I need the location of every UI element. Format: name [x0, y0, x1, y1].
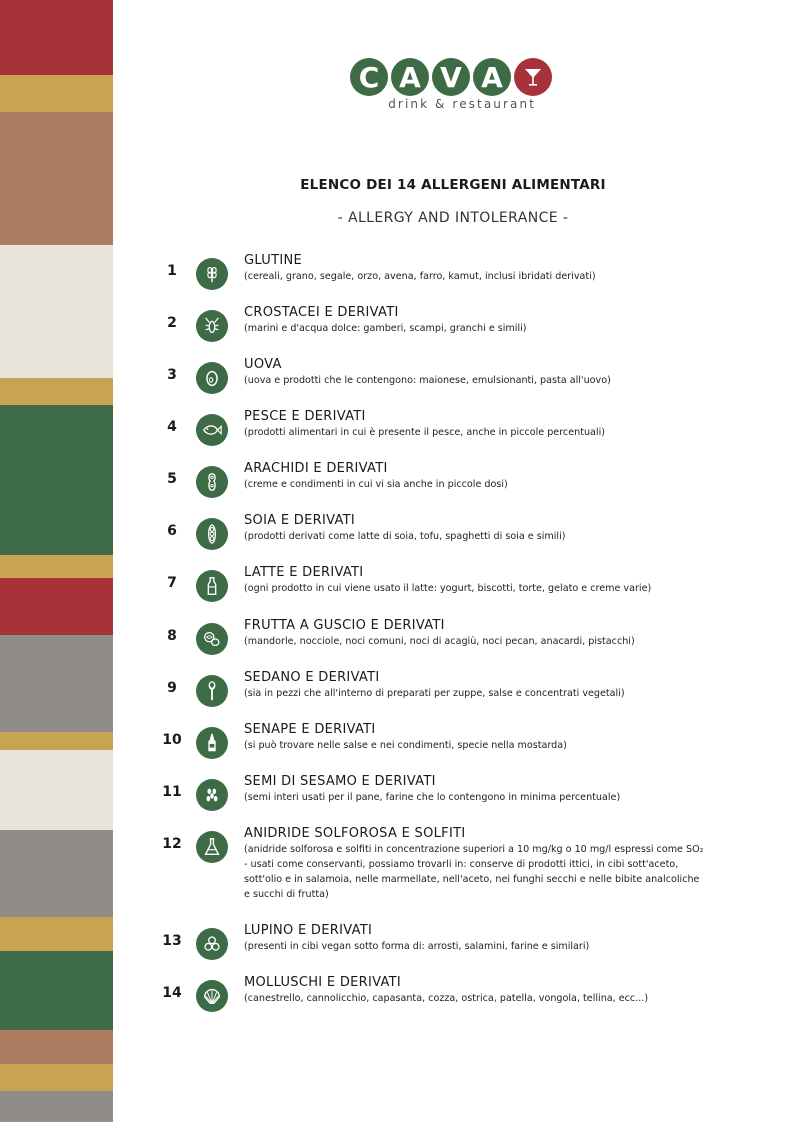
allergen-name: SOIA E DERIVATI — [244, 513, 356, 528]
allergen-name: SENAPE E DERIVATI — [244, 722, 376, 737]
egg-icon — [196, 362, 228, 394]
allergen-number: 1 — [167, 263, 177, 279]
logo-letter: V — [432, 58, 470, 96]
sesame-icon — [196, 779, 228, 811]
allergen-description: (cereali, grano, segale, orzo, avena, farro, kamut, inclusi ibridati derivati) — [244, 271, 596, 282]
allergen-name: SEMI DI SESAMO E DERIVATI — [244, 774, 436, 789]
allergen-number: 2 — [167, 315, 177, 331]
wheat-icon — [196, 258, 228, 290]
allergen-name: CROSTACEI E DERIVATI — [244, 305, 399, 320]
fish-icon — [196, 414, 228, 446]
allergen-description: (mandorle, nocciole, noci comuni, noci di acagiù, noci pecan, anacardi, pistacchi) — [244, 636, 635, 647]
allergen-number: 13 — [162, 933, 182, 949]
brand-logo — [350, 58, 560, 118]
milk-bottle-icon — [196, 570, 228, 602]
allergen-description: (presenti in cibi vegan sotto forma di: arrosti, salamini, farine e similari) — [244, 941, 590, 952]
allergen-number: 11 — [162, 784, 182, 800]
logo-letter: C — [350, 58, 388, 96]
allergen-name: FRUTTA A GUSCIO E DERIVATI — [244, 618, 445, 633]
logo-letter: A — [391, 58, 429, 96]
allergen-number: 4 — [167, 419, 177, 435]
allergen-description: (sia in pezzi che all'interno di preparati per zuppe, salse e concentrati vegetali) — [244, 688, 625, 699]
allergen-description: (semi interi usati per il pane, farine che lo contengono in minima percentuale) — [244, 792, 621, 803]
soy-icon — [196, 518, 228, 550]
celery-icon — [196, 675, 228, 707]
allergen-number: 5 — [167, 471, 177, 487]
allergen-description: (canestrello, cannolicchio, capasanta, cozza, ostrica, patella, vongola, tellina, ecc...) — [244, 993, 649, 1004]
allergen-number: 6 — [167, 523, 177, 539]
page-subtitle: - ALLERGY AND INTOLERANCE - — [337, 210, 569, 226]
allergen-name: GLUTINE — [244, 253, 302, 268]
allergen-name: LATTE E DERIVATI — [244, 565, 364, 580]
brand-tagline: drink & restaurant — [388, 97, 536, 111]
cocktail-glass-icon — [514, 58, 552, 96]
allergen-number: 3 — [167, 367, 177, 383]
lobster-icon — [196, 310, 228, 342]
allergen-number: 9 — [167, 680, 177, 696]
allergen-description: (ogni prodotto in cui viene usato il latte: yogurt, biscotti, torte, gelato e creme varie) — [244, 583, 652, 594]
allergen-name: PESCE E DERIVATI — [244, 409, 366, 424]
allergen-description: (uova e prodotti che le contengono: maionese, emulsionanti, pasta all'uovo) — [244, 375, 611, 386]
allergen-description: (prodotti alimentari in cui è presente il pesce, anche in piccole percentuali) — [244, 427, 605, 438]
allergen-name: ARACHIDI E DERIVATI — [244, 461, 388, 476]
shell-icon — [196, 980, 228, 1012]
allergen-description: (anidride solforosa e solfiti in concentrazione superiori a 10 mg/kg o 10 mg/l espressi come SO₂ - usati come conservanti, possiamo trovarli in: conserve di prodotti ittici, in cibi sott'aceto, sott'olio e in salamoia, nelle marmellate, nell'aceto, nei funghi secchi e nelle bibite analcoliche e succhi di frutta) — [244, 844, 704, 900]
allergen-number: 14 — [162, 985, 182, 1001]
allergen-name: MOLLUSCHI E DERIVATI — [244, 975, 402, 990]
mustard-icon — [196, 727, 228, 759]
flask-icon — [196, 831, 228, 863]
allergen-name: SEDANO E DERIVATI — [244, 670, 380, 685]
allergen-description: (creme e condimenti in cui vi sia anche in piccole dosi) — [244, 479, 508, 490]
allergen-number: 8 — [167, 628, 177, 644]
page-title: ELENCO DEI 14 ALLERGENI ALIMENTARI — [300, 177, 606, 193]
allergen-description: (marini e d'acqua dolce: gamberi, scampi, granchi e simili) — [244, 323, 527, 334]
allergen-number: 10 — [162, 732, 182, 748]
logo-letter: A — [473, 58, 511, 96]
allergen-description: (prodotti derivati come latte di soia, tofu, spaghetti di soia e simili) — [244, 531, 566, 542]
allergen-name: UOVA — [244, 357, 282, 372]
allergen-number: 7 — [167, 575, 177, 591]
allergen-description: (si può trovare nelle salse e nei condimenti, specie nella mostarda) — [244, 740, 567, 751]
allergen-name: LUPINO E DERIVATI — [244, 923, 373, 938]
allergen-name: ANIDRIDE SOLFOROSA E SOLFITI — [244, 826, 466, 841]
allergen-number: 12 — [162, 836, 182, 852]
peanut-icon — [196, 466, 228, 498]
lupin-icon — [196, 928, 228, 960]
decorative-color-stripes — [0, 0, 113, 1122]
nuts-icon — [196, 623, 228, 655]
